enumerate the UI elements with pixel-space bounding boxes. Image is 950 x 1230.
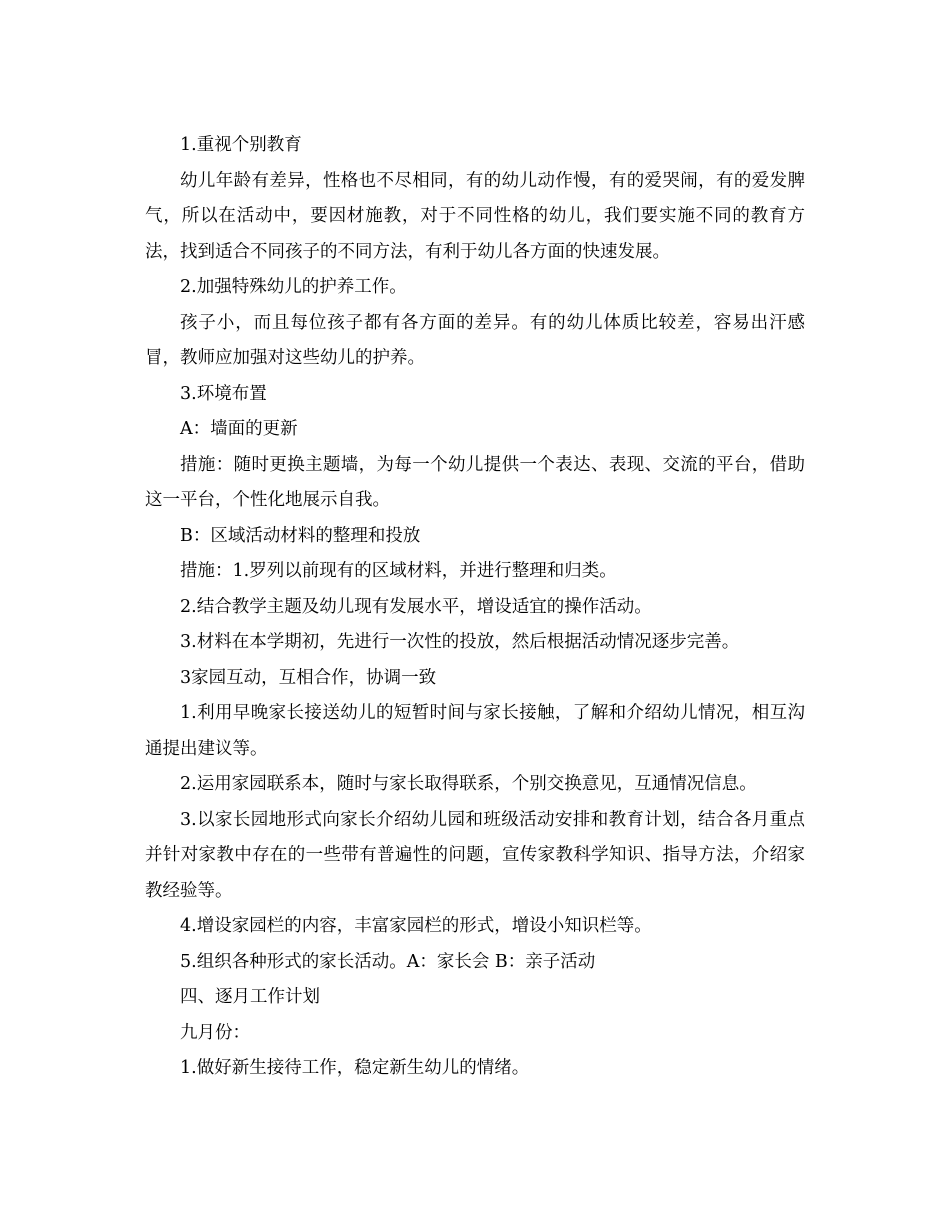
paragraph-special-care-body: 孩子小，而且每位孩子都有各方面的差异。有的幼儿体质比较差，容易出汗感冒，教师应加强对这些幼儿的护养。 <box>145 312 805 368</box>
paragraph-area-materials: B：区域活动材料的整理和投放 <box>180 525 421 546</box>
paragraph-heading-special-care: 2.加强特殊幼儿的护养工作。 <box>180 277 407 297</box>
paragraph-wall-measures: 措施：随时更换主题墙，为每一个幼儿提供一个表达、表现、交流的平台，借助这一平台，个性化地展示自我。 <box>145 454 805 510</box>
paragraph-september-item-1: 1.做好新生接待工作，稳定新生幼儿的情绪。 <box>180 1058 530 1078</box>
paragraph-individual-education-body: 幼儿年龄有差异，性格也不尽相同，有的幼儿动作慢，有的爱哭闹，有的爱发脾气，所以在活动中，要因材施教，对于不同性格的幼儿，我们要实施不同的教育方法，找到适合不同孩子的不同方法，有利于幼儿各方面的快速发展。 <box>145 170 805 262</box>
paragraph-wall-update: A：墙面的更新 <box>180 419 298 439</box>
paragraph-home-school-5: 5.组织各种形式的家长活动。A：家长会 B：亲子活动 <box>180 951 596 972</box>
paragraph-home-school-3: 3.以家长园地形式向家长介绍幼儿园和班级活动安排和教育计划，结合各月重点并针对家教中存在的一些带有普遍性的问题，宣传家教科学知识、指导方法，介绍家教经验等。 <box>145 809 805 901</box>
paragraph-heading-individual-education: 1.重视个别教育 <box>180 135 302 155</box>
paragraph-home-school-2: 2.运用家园联系本，随时与家长取得联系，个别交换意见，互通情况信息。 <box>180 774 757 794</box>
paragraph-home-school-1: 1.利用早晚家长接送幼儿的短暂时间与家长接触，了解和介绍幼儿情况，相互沟通提出建议等。 <box>145 703 805 759</box>
paragraph-materials-measure-3: 3.材料在本学期初，先进行一次性的投放，然后根据活动情况逐步完善。 <box>180 632 740 652</box>
paragraph-materials-measure-2: 2.结合教学主题及幼儿现有发展水平，增设适宜的操作活动。 <box>180 596 652 617</box>
paragraph-heading-monthly-plan: 四、逐月工作计划 <box>180 987 320 1007</box>
paragraph-home-school-4: 4.增设家园栏的内容，丰富家园栏的形式，增设小知识栏等。 <box>180 916 652 936</box>
document-page <box>145 128 805 1087</box>
paragraph-heading-home-school: 3家园互动，互相合作，协调一致 <box>180 667 437 688</box>
paragraph-materials-measure-1: 措施：1.罗列以前现有的区域材料，并进行整理和归类。 <box>180 561 617 581</box>
paragraph-september: 九月份： <box>180 1022 250 1043</box>
paragraph-heading-environment: 3.环境布置 <box>180 383 267 404</box>
